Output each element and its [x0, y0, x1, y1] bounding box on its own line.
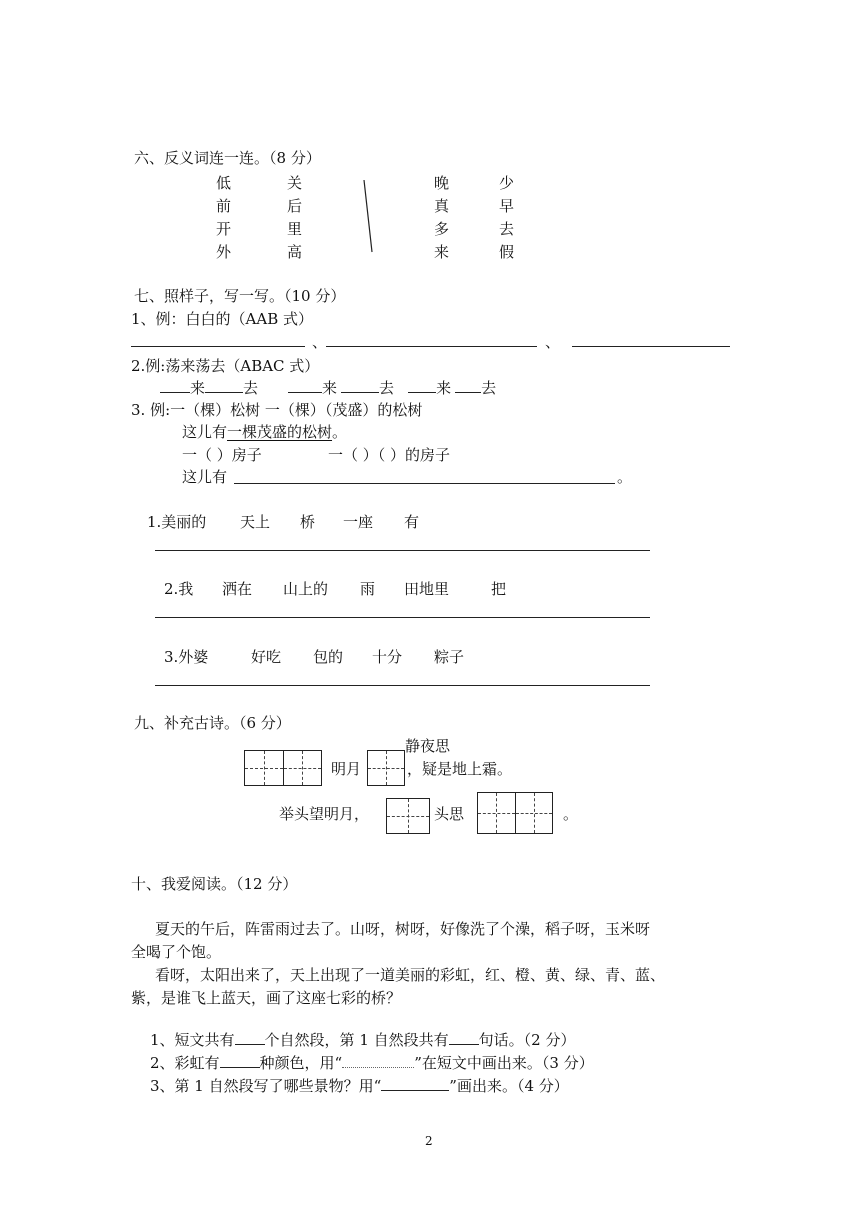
word: 3.外婆	[164, 648, 209, 666]
example-underlined: 一棵茂盛的松树	[227, 423, 333, 441]
divider-line	[362, 180, 376, 254]
word: 开	[216, 220, 232, 238]
q3-fill-b[interactable]: 一（ ）（ ）的房子	[328, 446, 451, 464]
blank[interactable]	[160, 378, 190, 393]
q2-label: 2.例:荡来荡去（ABAC 式）	[131, 357, 320, 375]
poem-line1-end: ，疑是地上霜。	[407, 760, 513, 778]
q-text: 2、彩虹有	[150, 1054, 220, 1072]
word: 关	[287, 174, 303, 192]
word: 一座	[343, 513, 374, 531]
blank[interactable]	[205, 378, 243, 393]
word: 高	[287, 243, 303, 261]
section6-title: 六、反义词连一连。（8 分）	[134, 149, 321, 167]
answer-line[interactable]	[155, 685, 650, 686]
word: 来	[322, 379, 338, 397]
char-grid-1[interactable]	[386, 798, 430, 834]
answer-line[interactable]	[326, 346, 537, 347]
section7-title: 七、照样子，写一写。（10 分）	[134, 287, 346, 305]
char-grid-2[interactable]	[477, 792, 553, 834]
blank[interactable]	[408, 378, 436, 393]
word: 田地里	[404, 580, 450, 598]
reading-question-1	[150, 1030, 575, 1050]
word: 多	[434, 220, 450, 238]
answer-line[interactable]	[234, 483, 615, 484]
word: 去	[379, 379, 395, 397]
word: 十分	[372, 648, 403, 666]
separator: 、	[545, 333, 561, 351]
word: 洒在	[222, 580, 253, 598]
passage-para1-line1: 夏天的午后，阵雷雨过去了。山呀，树呀，好像洗了个澡，稻子呀，玉米呀	[155, 920, 651, 938]
poem-line2-mid: 头思	[434, 805, 465, 823]
word: 包的	[313, 648, 344, 666]
word: 来	[434, 243, 450, 261]
q-text: 个自然段，第 1 自然段共有	[264, 1031, 449, 1049]
word: 去	[243, 379, 259, 397]
answer-line[interactable]	[572, 346, 730, 347]
section9-title: 九、补充古诗。（6 分）	[134, 714, 291, 732]
word: 来	[436, 379, 452, 397]
poem-line2-end: 。	[563, 805, 579, 823]
word: 少	[499, 174, 515, 192]
example-suffix: 。	[332, 423, 348, 441]
blank[interactable]	[235, 1030, 265, 1045]
word: 来	[190, 379, 206, 397]
word: 把	[491, 580, 507, 598]
char-grid-3[interactable]	[244, 750, 322, 786]
q-text: 句话。（2 分）	[478, 1031, 576, 1049]
q-text: 1、短文共有	[150, 1031, 235, 1049]
passage-para2-line1: 看呀，太阳出来了，天上出现了一道美丽的彩虹，红、橙、黄、绿、青、蓝、	[155, 966, 666, 984]
poem-title: 静夜思	[405, 737, 451, 755]
q1-label: 1、例：白白的（AAB 式）	[131, 310, 314, 328]
poem-line2-start: 举头望明月，	[279, 805, 370, 823]
passage-para2-line2: 紫，是谁飞上蓝天，画了这座七彩的桥？	[131, 989, 402, 1007]
word: 后	[287, 197, 303, 215]
q-text: ”画出来。（4 分）	[449, 1077, 569, 1095]
word: 真	[434, 197, 450, 215]
answer-line[interactable]	[155, 617, 650, 618]
word: 晚	[434, 174, 450, 192]
blank[interactable]	[449, 1030, 479, 1045]
section10-title: 十、我爱阅读。（12 分）	[131, 875, 298, 893]
page-number: 2	[425, 1134, 433, 1148]
word: 山上的	[283, 580, 329, 598]
q2-fill-row	[160, 378, 496, 398]
q-text: ”在短文中画出来。（3 分）	[414, 1054, 594, 1072]
q-text: 种颜色，用“	[259, 1054, 343, 1072]
line-sample	[381, 1076, 449, 1091]
poem-line1-mid: 明月	[331, 760, 362, 778]
word: 好吃	[251, 648, 282, 666]
word: 外	[216, 243, 232, 261]
answer-line[interactable]	[155, 550, 650, 551]
word: 低	[216, 174, 232, 192]
reading-question-2	[150, 1053, 594, 1073]
word: 里	[287, 220, 303, 238]
wavy-line-sample	[342, 1053, 414, 1068]
char-grid-1[interactable]	[367, 750, 405, 786]
word: 雨	[360, 580, 376, 598]
q-text: 3、第 1 自然段写了哪些景物？用“	[150, 1077, 382, 1095]
blank[interactable]	[220, 1053, 260, 1068]
example-prefix: 这儿有	[182, 423, 228, 441]
word: 天上	[240, 513, 271, 531]
q3-label: 3. 例:一（棵）松树 一（棵）（茂盛）的松树	[131, 401, 423, 419]
passage-para1-line2: 全喝了个饱。	[131, 943, 222, 961]
blank[interactable]	[341, 378, 379, 393]
word: 有	[404, 513, 420, 531]
q3-write-suffix: 。	[617, 468, 633, 486]
word: 早	[499, 197, 515, 215]
answer-line[interactable]	[131, 346, 305, 347]
reading-question-3	[150, 1076, 569, 1096]
separator: 、	[312, 333, 328, 351]
q3-write-prefix: 这儿有	[182, 468, 228, 486]
q3-example	[182, 422, 347, 442]
word: 假	[499, 243, 515, 261]
word: 去	[499, 220, 515, 238]
word: 2.我	[164, 580, 194, 598]
word: 1.美丽的	[147, 513, 207, 531]
word: 去	[481, 379, 497, 397]
blank[interactable]	[455, 378, 481, 393]
word: 桥	[300, 513, 316, 531]
blank[interactable]	[288, 378, 322, 393]
word: 前	[216, 197, 232, 215]
q3-fill-a[interactable]: 一（ ）房子	[182, 446, 262, 464]
word: 粽子	[434, 648, 465, 666]
